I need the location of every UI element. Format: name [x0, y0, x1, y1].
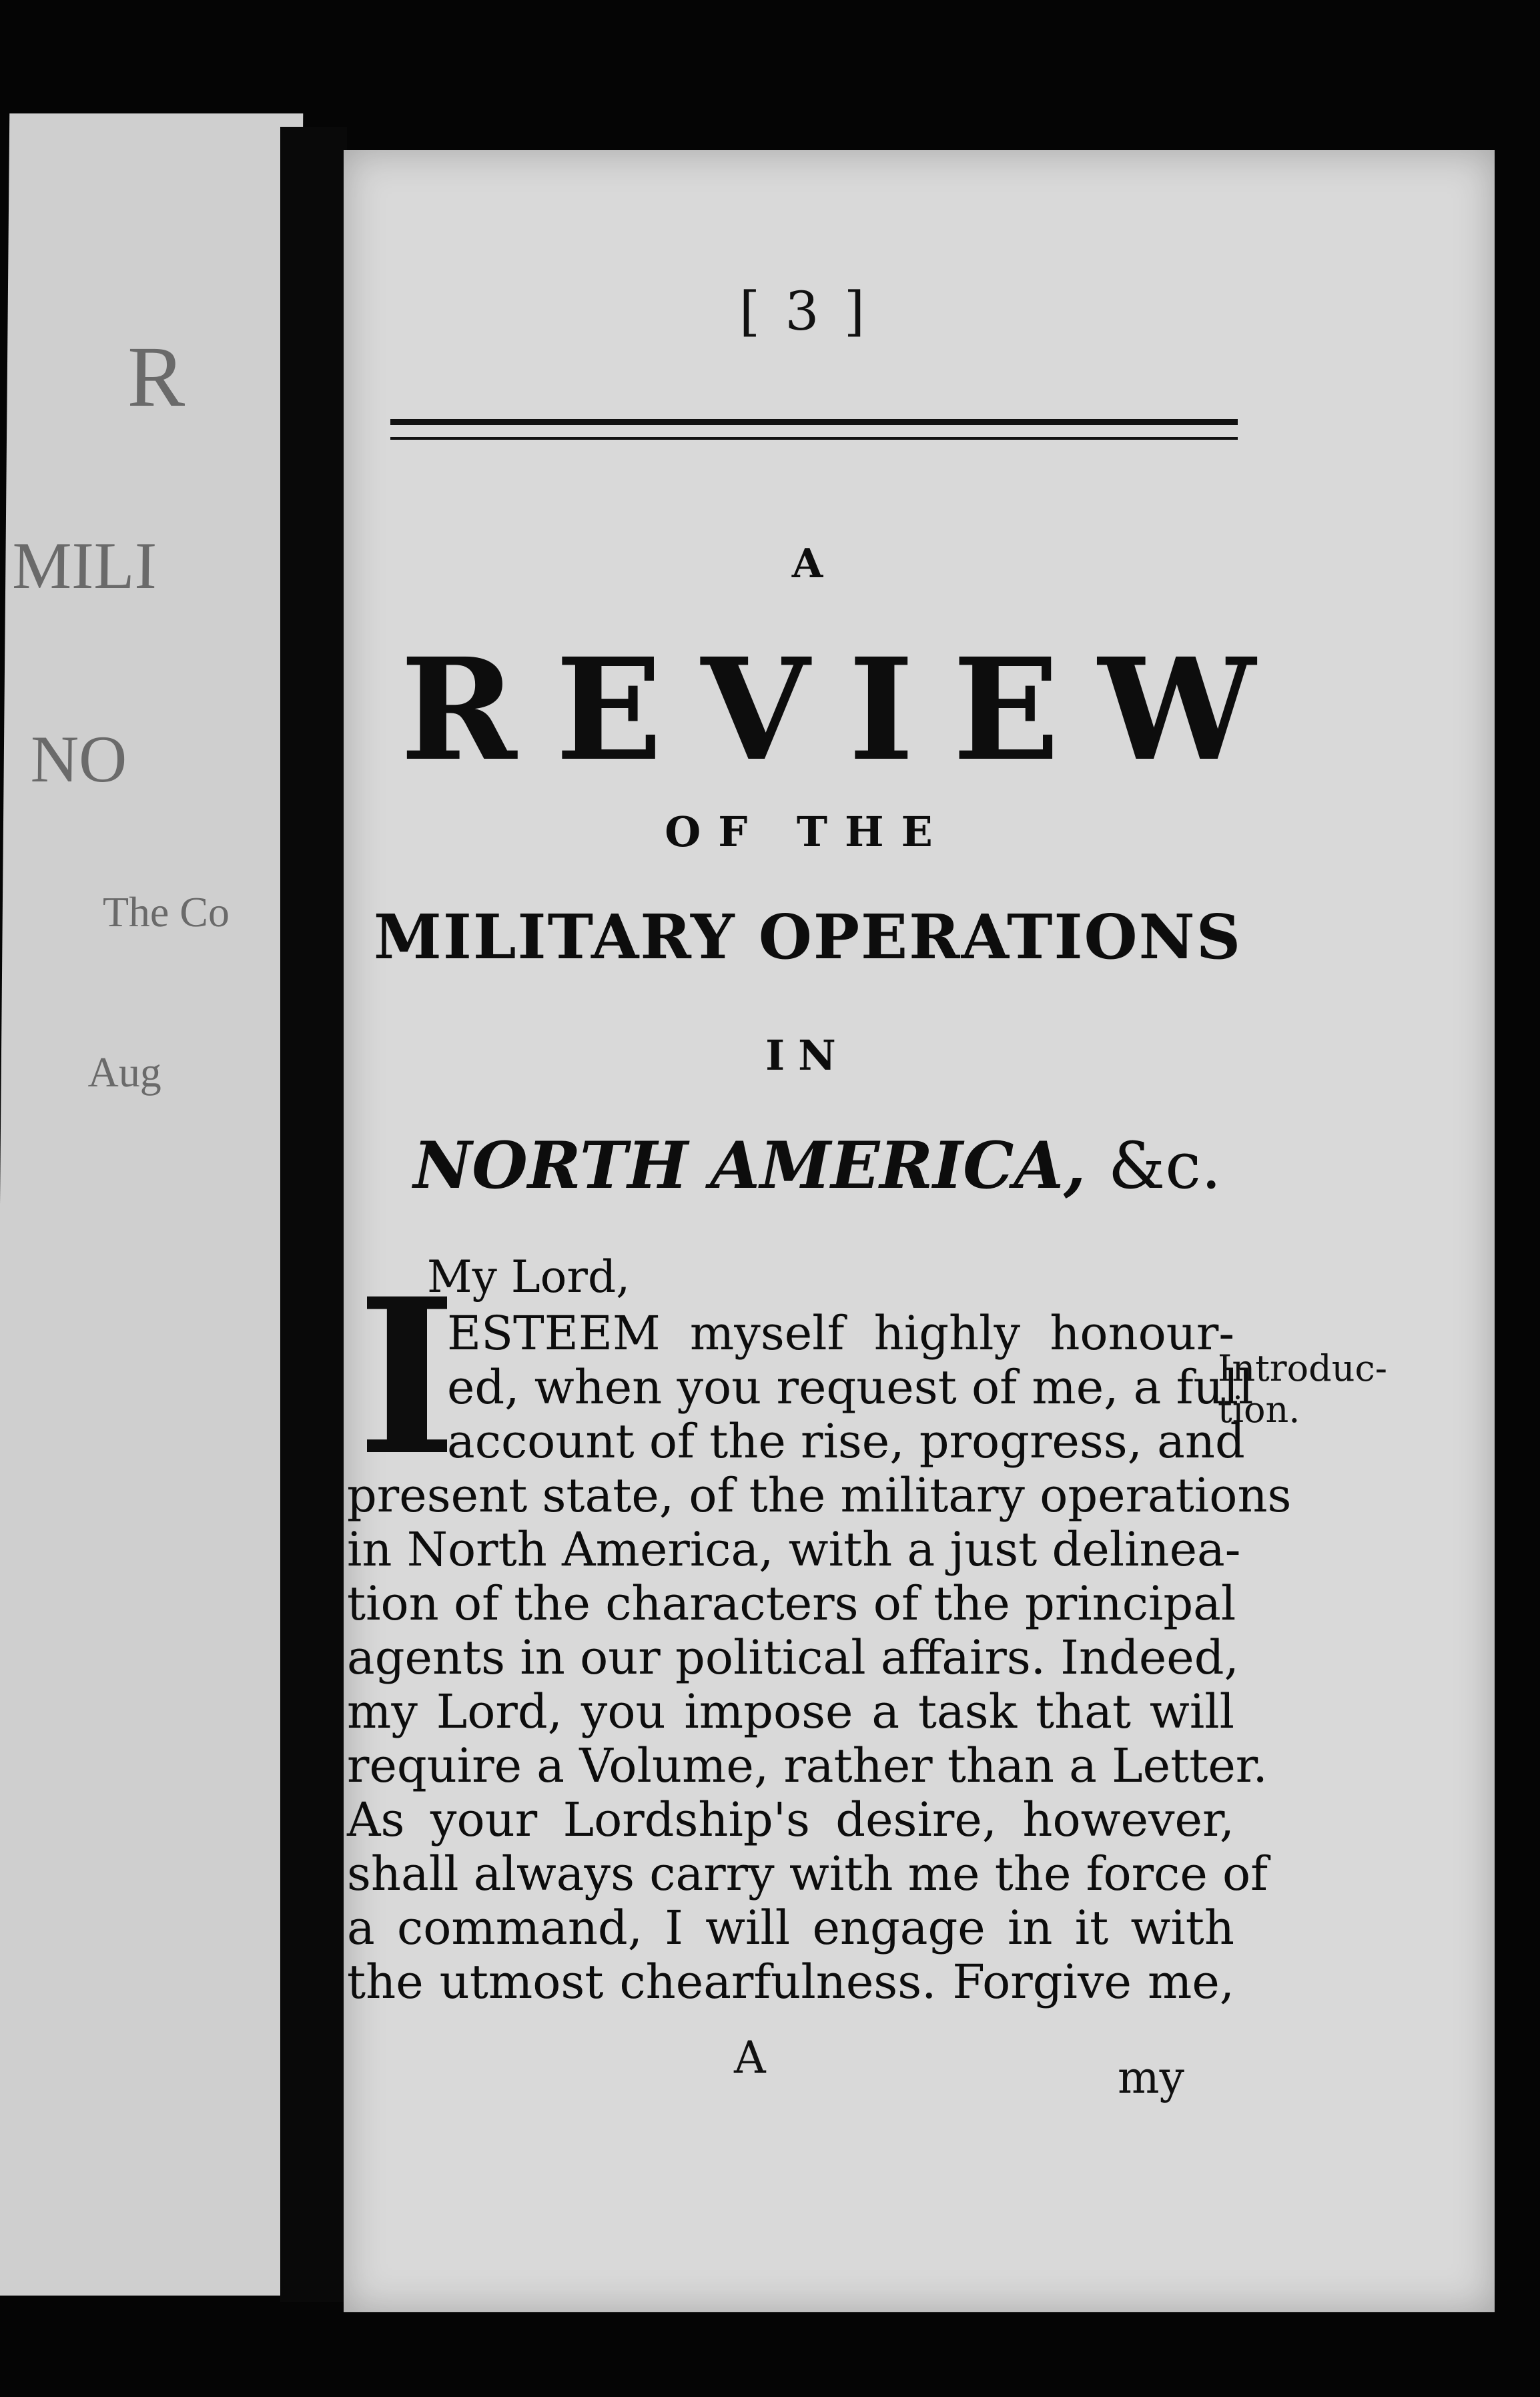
title-article: A [791, 541, 823, 587]
body-line: shall always carry with me the force of [347, 1846, 1268, 1901]
signature-mark: A [734, 2032, 766, 2083]
left-page-fragment: MILI [11, 529, 157, 603]
page-number: [ 3 ] [739, 280, 869, 342]
marginal-note-line: tion. [1218, 1389, 1300, 1431]
body-line: tion of the characters of the principal [347, 1576, 1236, 1631]
body-line: agents in our political affairs. Indeed, [347, 1630, 1239, 1685]
left-page [0, 113, 303, 2296]
body-line: As your Lordship's desire, however, [347, 1792, 1234, 1847]
marginal-note-line: Introduc- [1218, 1347, 1387, 1389]
salutation: My Lord, [427, 1251, 631, 1303]
body-line: require a Volume, rather than a Letter. [347, 1738, 1268, 1793]
title-in: IN [765, 1031, 849, 1080]
marginal-note [1218, 1348, 1387, 1431]
catchword: my [1118, 2052, 1184, 2103]
left-page-fragment: The Co [102, 888, 230, 936]
body-line: ESTEEM myself highly honour- [447, 1306, 1234, 1361]
left-page-fragment: R [127, 329, 186, 425]
body-line: in North America, with a just delinea- [347, 1522, 1241, 1577]
title-north-america [394, 1128, 1241, 1203]
body-line: present state, of the military operations [347, 1468, 1292, 1523]
title-place: NORTH AMERICA, [413, 1128, 1086, 1203]
body-line: a command, I will engage in it with [347, 1901, 1234, 1955]
body-paragraph [347, 1306, 1292, 2009]
drop-cap: I [357, 1253, 457, 1503]
header-rule [390, 419, 1238, 425]
header-rule-thin [390, 437, 1238, 440]
left-page-fragment: NO [30, 722, 127, 796]
title-main: REVIEW [400, 627, 1294, 792]
body-line: ed, when you request of me, a full [447, 1360, 1254, 1415]
book-spine [280, 127, 347, 2302]
body-line: account of the rise, progress, and [447, 1414, 1245, 1469]
title-military-operations: MILITARY OPERATIONS [374, 901, 1242, 973]
body-line: my Lord, you impose a task that will [347, 1684, 1234, 1739]
title-etc: &c. [1108, 1128, 1222, 1203]
body-line: the utmost chearfulness. Forgive me, [347, 1955, 1234, 2009]
title-of-the: OF THE [665, 807, 950, 856]
left-page-fragment: Aug [87, 1048, 162, 1096]
